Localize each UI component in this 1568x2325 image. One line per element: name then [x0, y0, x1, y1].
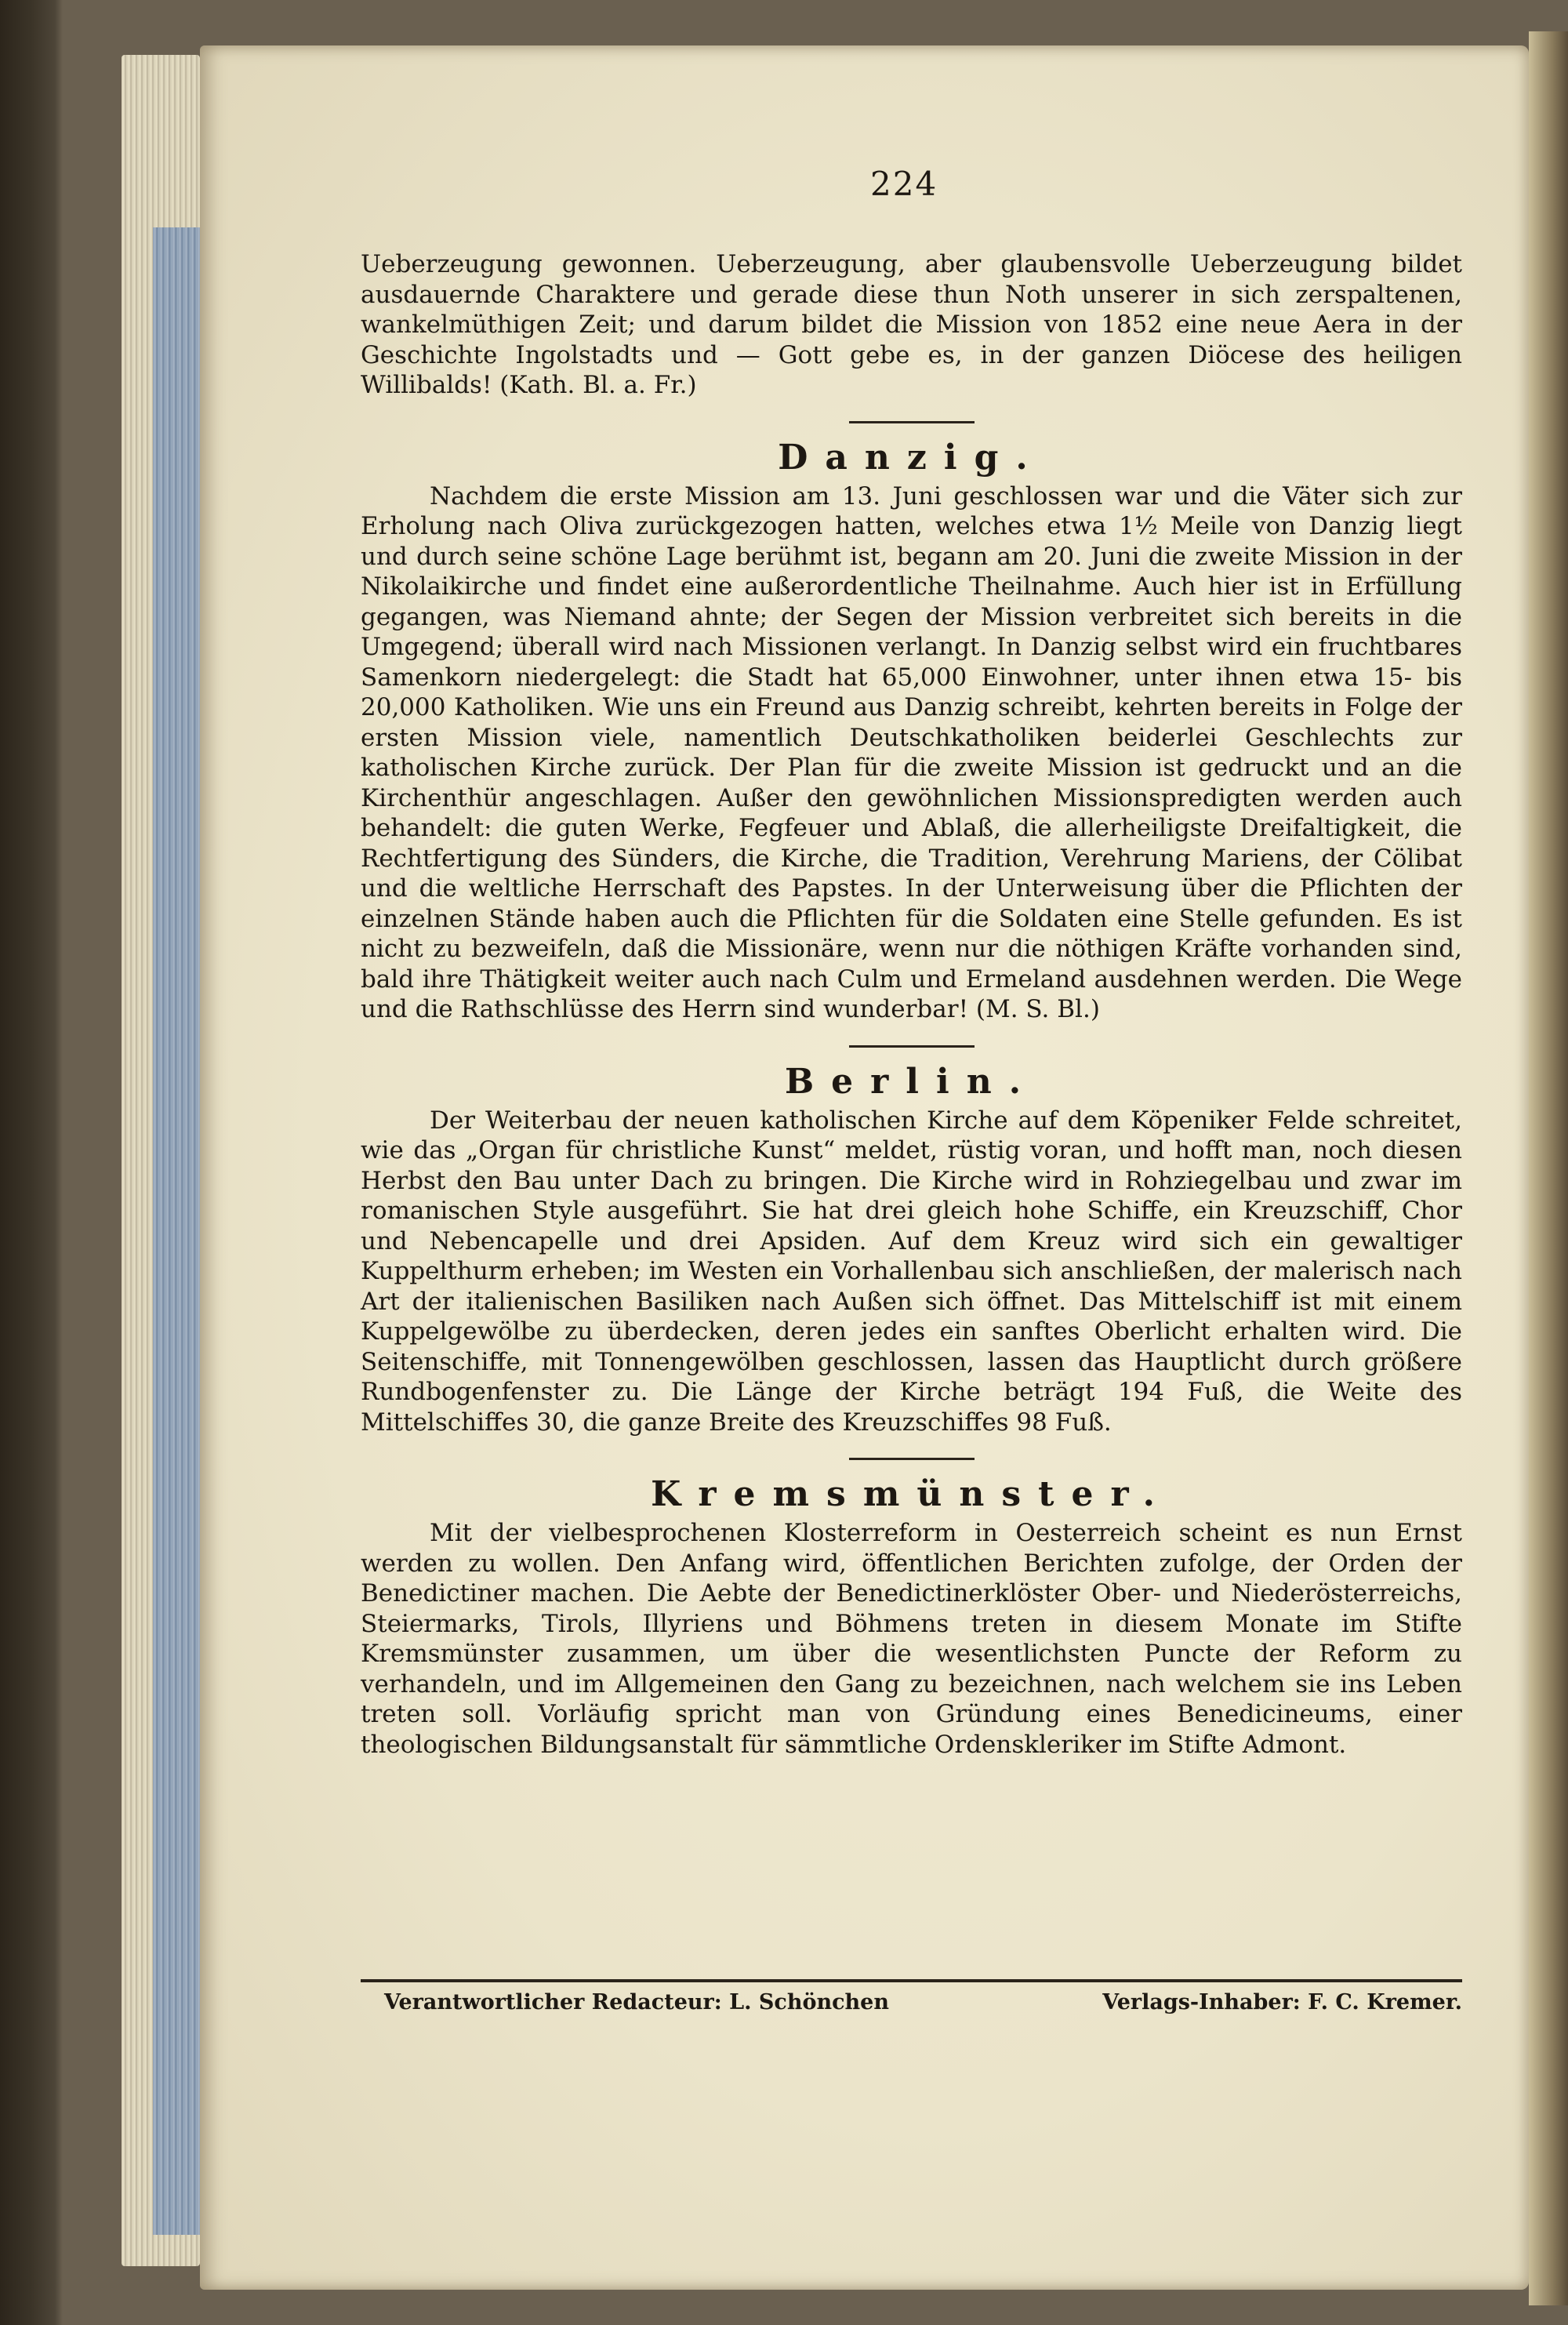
- intro-paragraph: Ueberzeugung gewonnen. Ueberzeugung, aber glaubensvolle Ueberzeugung bildet ausdauernde Charaktere und gerade diese thun Noth unserer in sich zerspaltenen, wankelmüthigen Zeit; und darum bildet die Mission von 1852 eine neue Aera in der Geschichte Ingolstadts und — Gott gebe es, in der ganzen Diöcese des heiligen Willibalds! (Kath. Bl. a. Fr.): [361, 250, 1462, 399]
- section-heading-kremsmuenster: Kremsmünster.: [651, 1474, 1172, 1514]
- section-heading-danzig: Danzig.: [778, 437, 1045, 478]
- page-content: [361, 249, 1462, 1760]
- editor-credit: Verantwortlicher Redacteur: L. Schönchen: [384, 1990, 889, 2014]
- section-body-danzig: Nachdem die erste Mission am 13. Juni geschlossen war und die Väter sich zur Erholung nach Oliva zurückgezogen hatten, welches etwa 1½ Meile von Danzig liegt und durch seine schöne Lage berühmt ist, begann am 20. Juni die zweite Mission in der Nikolaikirche und findet eine außerordentliche Theilnahme. Auch hier ist in Erfüllung gegangen, was Niemand ahnte; der Segen der Mission verbreitet sich bereits in die Umgegend; überall wird nach Missionen verlangt. In Danzig selbst wird ein fruchtbares Samenkorn niedergelegt: die Stadt hat 65,000 Einwohner, unter ihnen etwa 15- bis 20,000 Katholiken. Wie uns ein Freund aus Danzig schreibt, kehrten bereits in Folge der ersten Mission viele, namentlich Deutschkatholiken beiderlei Geschlechts zur katholischen Kirche zurück. Der Plan für die zweite Mission ist gedruckt und an die Kirchenthür angeschlagen. Außer den gewöhnlichen Missionspredigten werden auch behandelt: die guten Werke, Fegfeuer und Ablaß, die allerheiligste Dreifaltigkeit, die Rechtfertigung des Sünders, die Kirche, die Tradition, Verehrung Mariens, der Cölibat und die weltliche Herrschaft des Papstes. In der Unterweisung über die Pflichten der einzelnen Stände haben auch die Pflichten für die Soldaten eine Stelle gefunden. Es ist nicht zu bezweifeln, daß die Missionäre, wenn nur die nöthigen Kräfte vorhanden sind, bald ihre Thätigkeit weiter auch nach Culm und Ermeland ausdehnen werden. Die Wege und die Rathschlüsse des Herrn sind wunderbar! (M. S. Bl.): [361, 481, 1462, 1023]
- section-body-berlin: Der Weiterbau der neuen katholischen Kirche auf dem Köpeniker Felde schreitet, wie das „Organ für christliche Kunst“ meldet, rüstig voran, und hofft man, noch diesen Herbst den Bau unter Dach zu bringen. Die Kirche wird in Rohziegelbau und zwar im romanischen Style ausgeführt. Sie hat drei gleich hohe Schiffe, ein Kreuzschiff, Chor und Nebencapelle und drei Apsiden. Auf dem Kreuz wird sich ein gewaltiger Kuppelthurm erheben; im Westen ein Vorhallenbau sich anschließen, der malerisch nach Art der italienischen Basiliken nach Außen sich öffnet. Das Mittelschiff ist mit einem Kuppelgewölbe zu überdecken, deren jedes ein sanftes Oberlicht erhalten wird. Die Seitenschiffe, mit Tonnengewölben geschlossen, lassen das Hauptlicht durch größere Rundbogenfenster zu. Die Länge der Kirche beträgt 194 Fuß, die Weite des Mittelschiffes 30, die ganze Breite des Kreuzschiffes 98 Fuß.: [361, 1106, 1462, 1437]
- footer-divider: [361, 1979, 1462, 1982]
- section-body-kremsmuenster: Mit der vielbesprochenen Klosterreform in Oesterreich scheint es nun Ernst werden zu wollen. Den Anfang wird, öffentlichen Berichten zufolge, der Orden der Benedictiner machen. Die Aebte der Benedictinerklöster Ober- und Niederösterreichs, Steiermarks, Tirols, Illyriens und Böhmens treten in diesem Monate im Stifte Kremsmünster zusammen, um über die wesentlichsten Puncte der Reform zu verhandeln, und im Allgemeinen den Gang zu bezeichnen, nach welchem sie ins Leben treten soll. Vorläufig spricht man von Gründung eines Benedicineums, einer theologischen Bildungsanstalt für sämmtliche Ordenskleriker im Stifte Admont.: [361, 1519, 1462, 1759]
- section-divider: [849, 1045, 975, 1048]
- book-gutter: [1529, 31, 1568, 2305]
- book-page-edges-tinted: [153, 227, 200, 2235]
- publisher-credit: Verlags-Inhaber: F. C. Kremer.: [1102, 1990, 1462, 2014]
- section-heading-berlin: Berlin.: [784, 1061, 1039, 1102]
- imprint-footer: [384, 1990, 1462, 2014]
- page-number: 224: [870, 165, 938, 203]
- section-divider: [849, 1458, 975, 1460]
- section-divider: [849, 421, 975, 423]
